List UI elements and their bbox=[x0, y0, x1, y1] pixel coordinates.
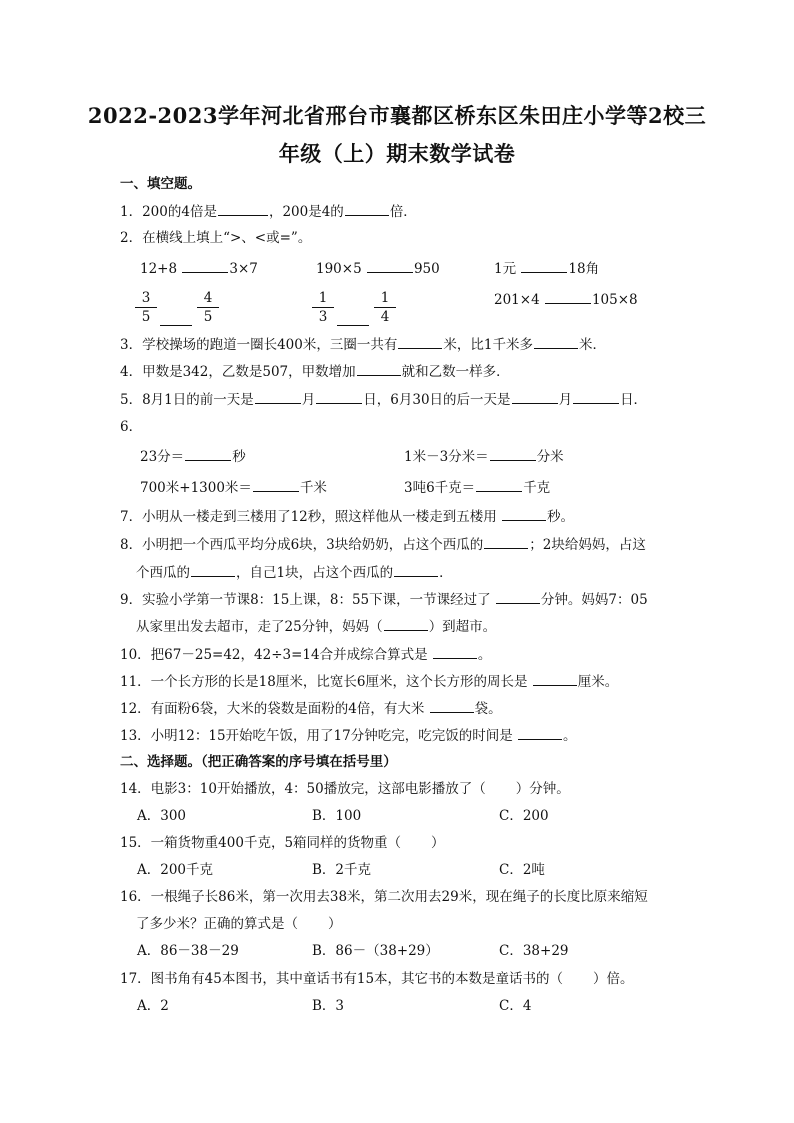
question-7 bbox=[120, 507, 574, 526]
q15-text-a: 15．一箱货物重400千克，5箱同样的货物重（ bbox=[120, 835, 402, 851]
conversion-item bbox=[404, 447, 564, 466]
option-c[interactable]: C．2吨 bbox=[499, 862, 545, 878]
question-14 bbox=[120, 780, 570, 798]
question-17 bbox=[120, 970, 634, 988]
answer-blank[interactable] bbox=[484, 535, 528, 549]
fraction bbox=[135, 290, 157, 325]
fraction bbox=[197, 290, 219, 325]
q8-text-c: 个西瓜的 bbox=[136, 565, 190, 581]
question-13 bbox=[120, 726, 577, 745]
conversion-item bbox=[404, 478, 550, 497]
q5-text-e: 日． bbox=[620, 392, 648, 408]
compare-left: 12+8 bbox=[140, 261, 178, 277]
fraction bbox=[312, 290, 334, 325]
compare-blank-wrap bbox=[160, 313, 192, 331]
answer-blank[interactable] bbox=[182, 259, 228, 273]
fraction-numerator: 4 bbox=[197, 290, 219, 308]
answer-blank[interactable] bbox=[502, 507, 546, 521]
conversion-item bbox=[140, 447, 246, 466]
q3-text-c: 米． bbox=[578, 337, 606, 353]
q14-text-b: ）分钟。 bbox=[515, 781, 570, 797]
q8-text-e: ． bbox=[439, 565, 453, 581]
fraction-numerator: 1 bbox=[374, 290, 396, 308]
answer-blank[interactable] bbox=[512, 390, 558, 404]
answer-blank[interactable] bbox=[398, 335, 442, 349]
compare-blank-wrap bbox=[337, 313, 369, 331]
q15-text-b: ） bbox=[431, 835, 445, 851]
answer-blank[interactable] bbox=[430, 699, 474, 713]
q3-text-a: 3．学校操场的跑道一圈长400米，三圈一共有 bbox=[120, 337, 398, 353]
exam-title-line-2: 年级（上）期末数学试卷 bbox=[278, 141, 516, 166]
exam-title-line-1: 2022-2023学年河北省邢台市襄都区桥东区朱田庄小学等2校三 bbox=[87, 103, 707, 128]
option-a[interactable]: A．86－38－29 bbox=[137, 943, 239, 959]
q11-text-b: 厘米。 bbox=[577, 674, 619, 690]
option-b[interactable]: B．2千克 bbox=[312, 862, 372, 878]
q8-text-a: 8．小明把一个西瓜平均分成6块，3块给奶奶，占这个西瓜的 bbox=[120, 537, 484, 553]
fraction-denominator: 5 bbox=[141, 309, 151, 325]
answer-blank[interactable] bbox=[255, 390, 301, 404]
option-a[interactable]: A．200千克 bbox=[137, 862, 214, 878]
question-2: 2．在横线上填上“>、<或=”。 bbox=[120, 230, 312, 246]
answer-blank[interactable] bbox=[490, 447, 536, 461]
fraction-denominator: 3 bbox=[318, 309, 328, 325]
q10-text-a: 10．把67－25=42，42÷3=14合并成综合算式是 bbox=[120, 647, 432, 663]
q3-text-b: 米，比1千米多 bbox=[443, 337, 533, 353]
answer-blank[interactable] bbox=[191, 563, 235, 577]
q9-text-d: ）到超市。 bbox=[428, 619, 497, 635]
conversion-left: 3吨6千克＝ bbox=[404, 480, 476, 496]
answer-blank[interactable] bbox=[337, 324, 369, 326]
option-b[interactable]: B．86－（38+29） bbox=[312, 943, 439, 959]
question-4 bbox=[120, 362, 510, 381]
conversion-unit: 千克 bbox=[523, 480, 551, 496]
option-a[interactable]: A．300 bbox=[137, 808, 187, 824]
answer-blank[interactable] bbox=[185, 447, 231, 461]
answer-blank[interactable] bbox=[316, 390, 362, 404]
answer-blank[interactable] bbox=[545, 290, 591, 304]
q8-text-d: ，自己1块，占这个西瓜的 bbox=[236, 565, 394, 581]
compare-right: 105×8 bbox=[591, 292, 638, 308]
q9-text-b: 分钟。妈妈7：05 bbox=[540, 592, 648, 608]
section-heading-multiple-choice: 二、选择题。（把正确答案的序号填在括号里） bbox=[120, 754, 397, 770]
q5-text-a: 5．8月1日的前一天是 bbox=[120, 392, 254, 408]
conversion-unit: 分米 bbox=[536, 449, 564, 465]
question-10 bbox=[120, 645, 491, 664]
question-8-line-2 bbox=[136, 563, 453, 582]
q5-text-c: 日，6月30日的后一天是 bbox=[363, 392, 511, 408]
q11-text-a: 11．一个长方形的长是18厘米，比宽长6厘米，这个长方形的周长是 bbox=[120, 674, 532, 690]
fraction-numerator: 1 bbox=[312, 290, 334, 308]
answer-blank[interactable] bbox=[345, 202, 389, 216]
question-5 bbox=[120, 390, 647, 409]
answer-blank[interactable] bbox=[496, 590, 540, 604]
conversion-left: 700米+1300米＝ bbox=[140, 480, 252, 496]
answer-blank[interactable] bbox=[253, 478, 299, 492]
option-a[interactable]: A．2 bbox=[137, 998, 169, 1014]
q17-text-b: ）倍。 bbox=[593, 971, 634, 987]
q1-text-c: 倍． bbox=[389, 204, 417, 220]
answer-blank[interactable] bbox=[367, 259, 413, 273]
q7-text-a: 7．小明从一楼走到三楼用了12秒，照这样他从一楼走到五楼用 bbox=[120, 509, 502, 525]
conversion-left: 23分＝ bbox=[140, 449, 185, 465]
q16-text-b: 了多少米？正确的算式是（ bbox=[136, 916, 298, 932]
answer-blank[interactable] bbox=[218, 202, 268, 216]
q1-text-a: 1．200的4倍是 bbox=[120, 204, 217, 220]
q4-text-b: 就和乙数一样多． bbox=[401, 364, 510, 380]
q1-text-b: ，200是4的 bbox=[268, 204, 344, 220]
q14-text-a: 14．电影3：10开始播放，4：50播放完，这部电影播放了（ bbox=[120, 781, 486, 797]
compare-right: 18角 bbox=[568, 261, 600, 277]
conversion-left: 1米－3分米＝ bbox=[404, 449, 489, 465]
answer-blank[interactable] bbox=[394, 563, 438, 577]
question-8-line-1 bbox=[120, 535, 646, 554]
question-12 bbox=[120, 699, 502, 718]
question-9-line-2 bbox=[136, 617, 496, 636]
compare-right: 3×7 bbox=[229, 261, 258, 277]
fraction-denominator: 4 bbox=[380, 309, 390, 325]
compare-left: 1元 bbox=[494, 261, 517, 277]
q4-text-a: 4．甲数是342，乙数是507，甲数增加 bbox=[120, 364, 356, 380]
option-b[interactable]: B．3 bbox=[312, 998, 345, 1014]
option-b[interactable]: B．100 bbox=[312, 808, 362, 824]
question-1 bbox=[120, 202, 417, 221]
section-heading-fill-blank: 一、填空题。 bbox=[120, 176, 201, 192]
question-15 bbox=[120, 834, 445, 852]
fraction-denominator: 5 bbox=[203, 309, 213, 325]
question-16-line-1: 16．一根绳子长86米，第一次用去38米，第二次用去29米，现在绳子的长度比原来缩短 bbox=[120, 889, 648, 905]
question-11 bbox=[120, 672, 618, 691]
conversion-unit: 千米 bbox=[299, 480, 327, 496]
option-c[interactable]: C．38+29 bbox=[499, 943, 569, 959]
q13-text-a: 13．小明12：15开始吃午饭，用了17分钟吃完，吃完饭的时间是 bbox=[120, 728, 518, 744]
answer-blank[interactable] bbox=[573, 390, 619, 404]
compare-right: 950 bbox=[413, 261, 440, 277]
answer-blank[interactable] bbox=[433, 645, 477, 659]
compare-item bbox=[140, 259, 258, 278]
answer-blank[interactable] bbox=[357, 362, 401, 376]
q10-text-b: 。 bbox=[477, 647, 492, 663]
q12-text-b: 袋。 bbox=[474, 701, 502, 717]
answer-blank[interactable] bbox=[518, 726, 562, 740]
q5-text-b: 月 bbox=[301, 392, 316, 408]
fraction-numerator: 3 bbox=[135, 290, 157, 308]
fraction bbox=[374, 290, 396, 325]
q17-text-a: 17．图书角有45本图书，其中童话书有15本，其它书的本数是童话书的（ bbox=[120, 971, 564, 987]
answer-blank[interactable] bbox=[521, 259, 567, 273]
compare-item bbox=[494, 290, 638, 309]
answer-blank[interactable] bbox=[160, 324, 192, 326]
answer-blank[interactable] bbox=[384, 617, 428, 631]
answer-blank[interactable] bbox=[533, 672, 577, 686]
q12-text-a: 12．有面粉6袋，大米的袋数是面粉的4倍，有大米 bbox=[120, 701, 429, 717]
answer-blank[interactable] bbox=[534, 335, 578, 349]
q9-text-a: 9．实验小学第一节课8：15上课，8：55下课，一节课经过了 bbox=[120, 592, 495, 608]
option-c[interactable]: C．4 bbox=[499, 998, 532, 1014]
question-16-line-2 bbox=[136, 915, 342, 933]
q16-text-c: ） bbox=[328, 916, 342, 932]
q9-text-c: 从家里出发去超市，走了25分钟，妈妈（ bbox=[136, 619, 383, 635]
q7-text-b: 秒。 bbox=[547, 509, 575, 525]
q8-text-b: ；2块给妈妈，占这 bbox=[529, 537, 646, 553]
answer-blank[interactable] bbox=[476, 478, 522, 492]
compare-left: 190×5 bbox=[316, 261, 362, 277]
conversion-unit: 秒 bbox=[232, 449, 246, 465]
q13-text-b: 。 bbox=[563, 728, 577, 744]
option-c[interactable]: C．200 bbox=[499, 808, 549, 824]
question-6-number: 6． bbox=[120, 419, 143, 435]
compare-left: 201×4 bbox=[494, 292, 540, 308]
conversion-item bbox=[140, 478, 327, 497]
q5-text-d: 月 bbox=[558, 392, 573, 408]
question-9-line-1 bbox=[120, 590, 648, 609]
question-3 bbox=[120, 335, 606, 354]
compare-item bbox=[316, 259, 440, 278]
compare-item bbox=[494, 259, 599, 278]
